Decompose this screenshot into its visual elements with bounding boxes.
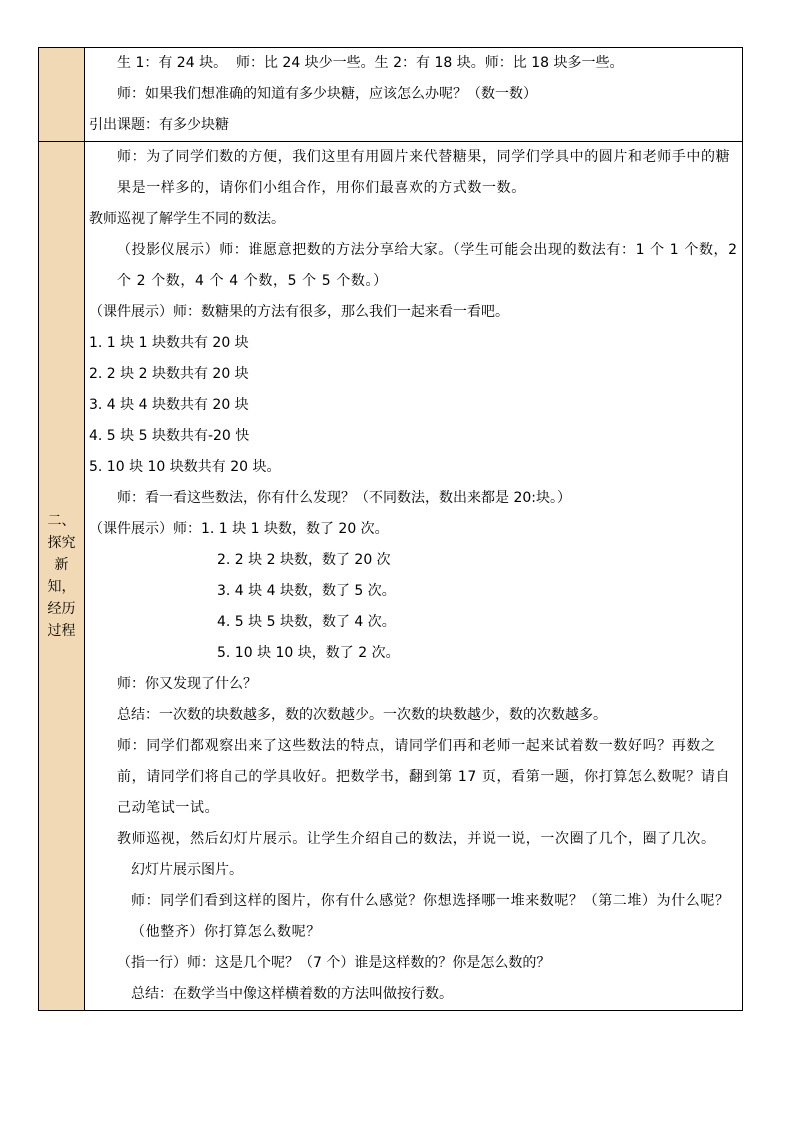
text-line: （投影仪展示）师：谁愿意把数的方法分享给大家。（学生可能会出现的数法有：1 个 1 个数，2 个 2 个数，4 个 4 个数，5 个 5 个数。） bbox=[117, 242, 738, 289]
text-line: 师：同学们看到这样的图片，你有什么感觉？你想选择哪一堆来数呢？（第二堆）为什么呢？（他整齐）你打算怎么数呢？ bbox=[131, 893, 730, 940]
text-line: 5. 10 块 10 块数共有 20 块。 bbox=[89, 459, 281, 475]
text-line: 幻灯片展示图片。 bbox=[131, 862, 243, 878]
text-line: 总结：一次数的块数越多，数的次数越少。一次数的块数越少，数的次数越多。 bbox=[117, 707, 607, 723]
text-line: （指一行）师：这是几个呢？（7 个）谁是这样数的？你是怎么数的？ bbox=[117, 955, 551, 971]
text-line: 生 1：有 24 块。 师：比 24 块少一些。生 2：有 18 块。师：比 18 块多一些。 bbox=[117, 55, 624, 71]
text-line: 5. 10 块 10 块，数了 2 次。 bbox=[217, 645, 400, 661]
text-line: 3. 4 块 4 块数，数了 5 次。 bbox=[217, 583, 396, 599]
lesson-plan-table bbox=[38, 47, 743, 1011]
text-line: 2. 2 块 2 块数共有 20 块 bbox=[89, 366, 249, 382]
text-line: 4. 5 块 5 块数共有-20 快 bbox=[89, 428, 250, 444]
text-line: 3. 4 块 4 块数共有 20 块 bbox=[89, 397, 249, 413]
table-row-explore bbox=[39, 141, 742, 1010]
section-content bbox=[85, 48, 742, 141]
section-label: 二、 探究 新 知， 经历 过程 bbox=[47, 513, 76, 639]
text-line: 引出课题：有多少块糖 bbox=[89, 117, 229, 133]
table-row-intro bbox=[39, 48, 742, 141]
text-line: 总结：在数学当中像这样横着数的方法叫做按行数。 bbox=[131, 986, 453, 1002]
section-label-cell bbox=[39, 48, 85, 141]
text-line: （课件展示）师：数糖果的方法有很多，那么我们一起来看一看吧。 bbox=[89, 304, 509, 320]
text-line: 1. 1 块 1 块数共有 20 块 bbox=[89, 335, 249, 351]
text-line: 2. 2 块 2 块数，数了 20 次 bbox=[217, 552, 391, 568]
text-line: 教师巡视了解学生不同的数法。 bbox=[89, 211, 285, 227]
text-line: 师：同学们都观察出来了这些数法的特点，请同学们再和老师一起来试着数一数好吗？再数之前，请同学们将自己的学具收好。把数学书，翻到第 17 页，看第一题，你打算怎么数呢？请自己动笔试一试。 bbox=[117, 738, 731, 816]
text-line: 教师巡视，然后幻灯片展示。让学生介绍自己的数法，并说一说，一次圈了几个，圈了几次。 bbox=[117, 831, 716, 847]
text-line: 师：看一看这些数法，你有什么发现？（不同数法，数出来都是 20:块。） bbox=[117, 490, 571, 506]
text-line: 4. 5 块 5 块数，数了 4 次。 bbox=[217, 614, 396, 630]
section-content bbox=[85, 142, 742, 1010]
section-label-cell bbox=[39, 142, 85, 1010]
text-line: 师：为了同学们数的方便，我们这里有用圆片来代替糖果，同学们学具中的圆片和老师手中的糖果是一样多的，请你们小组合作，用你们最喜欢的方式数一数。 bbox=[117, 149, 731, 196]
text-line: （课件展示）师：1. 1 块 1 块数，数了 20 次。 bbox=[89, 521, 389, 537]
text-line: 师：如果我们想准确的知道有多少块糖，应该怎么办呢？（数一数） bbox=[117, 86, 537, 102]
text-line: 师：你又发现了什么？ bbox=[117, 676, 257, 692]
